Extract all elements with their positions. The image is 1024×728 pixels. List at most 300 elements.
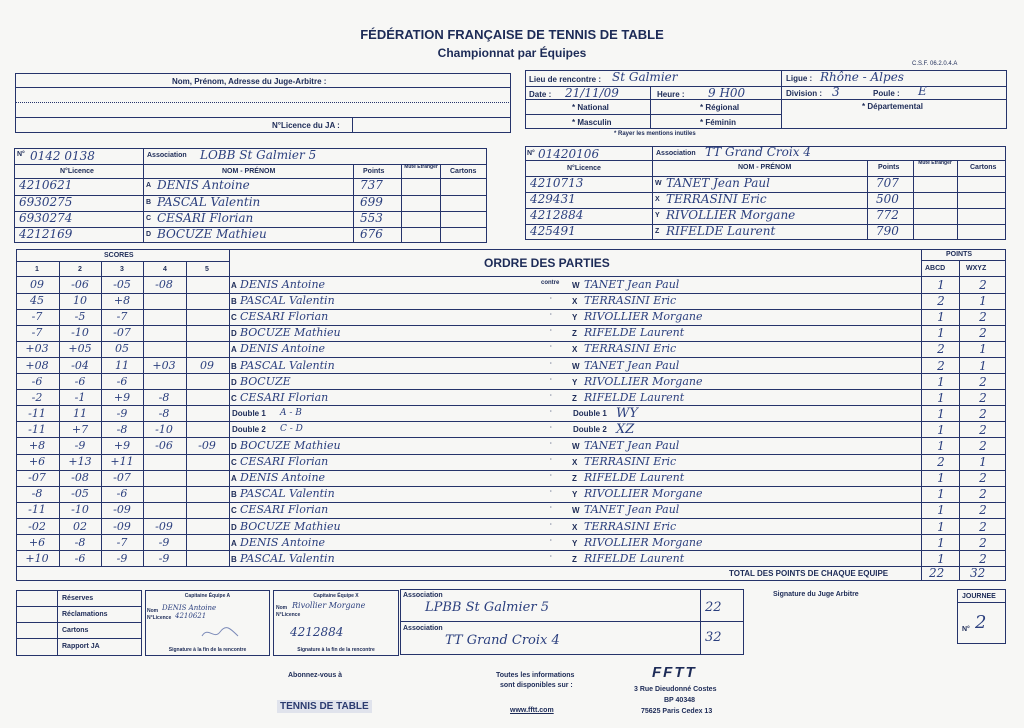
set-score xyxy=(186,309,228,325)
contre-dot: · xyxy=(550,424,552,431)
points-team-x: 2 xyxy=(979,471,987,486)
points-wxyz-header: WXYZ xyxy=(966,265,987,272)
set-score: +8 xyxy=(28,439,46,452)
contre-dot: · xyxy=(550,360,552,367)
meeting-date-value: 21/11/09 xyxy=(565,86,619,100)
match-row xyxy=(16,422,1006,438)
points-team-a: 1 xyxy=(937,390,945,405)
match-row xyxy=(16,358,1006,374)
signature-a-icon xyxy=(200,624,240,642)
contre-label: contre xyxy=(541,280,560,286)
contre-dot: · xyxy=(550,457,552,464)
set-score xyxy=(186,341,228,357)
match-row xyxy=(16,486,1006,502)
set-score: 05 xyxy=(115,342,129,356)
player-x-name: TANET Jean Paul xyxy=(584,358,680,372)
team-x-licence: 4212884 xyxy=(530,208,584,222)
team-a-no-label: N° xyxy=(17,151,25,158)
set-score xyxy=(143,470,185,486)
player-x-name: TERRASINI Eric xyxy=(584,455,677,469)
points-team-a: 1 xyxy=(937,503,945,518)
team-a-licence: 6930275 xyxy=(19,195,73,209)
player-x-letter: Z xyxy=(572,554,577,564)
points-team-a: 1 xyxy=(937,551,945,566)
team-x-name: TERRASINI Eric xyxy=(666,192,767,206)
captain-a-title: Capitaine Équipe A xyxy=(184,593,231,599)
points-team-a: 1 xyxy=(937,439,945,453)
player-a-name: DENIS Antoine xyxy=(240,471,326,485)
team-a-col-foreign: Muté Etranger xyxy=(404,164,438,170)
match-row xyxy=(16,551,1006,567)
set-score: -8 xyxy=(158,406,170,420)
player-x-letter: X xyxy=(572,297,578,307)
points-team-x: 2 xyxy=(979,374,987,389)
player-a-name: BOCUZE Mathieu xyxy=(240,326,341,340)
assoc-a-value: LPBB St Galmier 5 xyxy=(425,600,549,615)
player-x-letter: X xyxy=(572,522,578,532)
magazine-logo: TENNIS DE TABLE xyxy=(277,700,372,713)
team-a-letter: A xyxy=(146,182,152,189)
player-x-name: RIVOLLIER Morgane xyxy=(584,535,703,549)
player-x-letter: X xyxy=(572,345,578,355)
set-score: -07 xyxy=(113,471,131,485)
contre-dot: · xyxy=(550,296,552,303)
contre-dot: · xyxy=(550,441,552,447)
meeting-national: * National xyxy=(572,103,609,112)
set-score xyxy=(186,406,228,422)
fftt-url-link[interactable]: www.fftt.com xyxy=(510,707,554,714)
set-score: -04 xyxy=(71,358,89,372)
set-score: +03 xyxy=(25,342,49,356)
player-x-letter: Z xyxy=(572,329,577,339)
team-x-licence: 4210713 xyxy=(530,176,584,190)
set-score xyxy=(186,454,228,470)
player-x-letter: W xyxy=(572,442,580,451)
team-x-no-value: 01420106 xyxy=(538,147,600,161)
meeting-time-label: Heure : xyxy=(657,90,685,99)
player-a-letter: B xyxy=(231,554,237,564)
set-score: -05 xyxy=(71,487,89,501)
points-team-x: 2 xyxy=(979,439,987,453)
team-x-col-points: Points xyxy=(878,164,900,171)
set-score: 11 xyxy=(73,406,87,420)
journee-label: JOURNEE xyxy=(962,593,996,600)
totals-label: TOTAL DES POINTS DE CHAQUE EQUIPE xyxy=(729,569,889,578)
player-x-name: TERRASINI Eric xyxy=(584,294,677,308)
player-a-letter: A xyxy=(231,474,237,484)
totals-team-a: 22 xyxy=(929,566,945,580)
player-x-name: RIVOLLIER Morgane xyxy=(584,374,703,388)
player-x-name: RIFELDE Laurent xyxy=(584,471,685,485)
team-a-licence: 4210621 xyxy=(19,178,73,192)
team-a-points: 553 xyxy=(360,211,383,225)
set-2-header: 2 xyxy=(78,266,82,273)
set-score xyxy=(186,325,228,341)
set-score xyxy=(186,486,228,502)
points-team-x: 1 xyxy=(979,455,987,470)
match-row xyxy=(16,374,1006,390)
match-row xyxy=(16,309,1006,325)
team-a-licence: 6930274 xyxy=(19,211,73,225)
set-score: +8 xyxy=(113,294,131,308)
player-a-letter: D xyxy=(231,522,237,532)
player-a-letter: B xyxy=(231,297,237,307)
meeting-division-label: Division : xyxy=(786,89,823,98)
points-team-a: 2 xyxy=(937,455,945,470)
set-score xyxy=(143,454,185,470)
team-x-letter: Z xyxy=(655,228,660,235)
order-header: ORDRE DES PARTIES xyxy=(484,256,610,270)
team-x-col-foreign: Muté Etranger xyxy=(918,160,952,166)
team-x-col-licence: N°Licence xyxy=(567,165,601,172)
contre-dot: · xyxy=(550,537,552,544)
points-team-x: 1 xyxy=(979,358,987,373)
player-x-name: TANET Jean Paul xyxy=(584,503,680,517)
team-a-no-value: 0142 0138 xyxy=(30,149,95,163)
player-a-letter: A xyxy=(231,281,237,290)
captain-a-nom-label: Nom xyxy=(147,608,159,614)
double-a-label: Double 1 xyxy=(232,408,266,418)
match-row xyxy=(16,277,1006,293)
set-score: -08 xyxy=(71,471,89,485)
set-score: -11 xyxy=(28,503,46,517)
team-x-letter: Y xyxy=(655,212,660,219)
player-a-letter: A xyxy=(231,538,237,548)
set-score: 02 xyxy=(73,519,87,533)
set-score: -07 xyxy=(113,326,131,340)
set-score: +11 xyxy=(110,455,134,469)
team-a-name: CESARI Florian xyxy=(157,211,254,225)
player-a-name: PASCAL Valentin xyxy=(240,294,335,308)
set-score: +03 xyxy=(152,358,176,372)
set-score: -5 xyxy=(74,310,86,324)
player-a-name: DENIS Antoine xyxy=(240,535,326,549)
contre-dot: · xyxy=(550,392,552,399)
assoc-x-value: TT Grand Croix 4 xyxy=(445,633,560,648)
team-a-letter: C xyxy=(146,215,152,222)
player-x-name: RIFELDE Laurent xyxy=(584,390,685,404)
player-x-letter: W xyxy=(572,506,580,516)
reclamations-label: Réclamations xyxy=(62,611,108,618)
points-team-a: 1 xyxy=(937,471,945,486)
player-x-letter: Z xyxy=(572,474,577,484)
match-row xyxy=(16,406,1006,422)
team-a-name: PASCAL Valentin xyxy=(157,195,261,209)
set-score xyxy=(186,374,228,390)
match-row xyxy=(16,390,1006,406)
player-x-letter: Z xyxy=(572,393,577,403)
points-team-x: 2 xyxy=(979,406,987,421)
set-score xyxy=(186,390,228,406)
points-team-x: 1 xyxy=(979,294,987,309)
team-a-points: 699 xyxy=(360,195,383,209)
player-a-letter: B xyxy=(231,361,237,371)
team-x-letter: X xyxy=(655,196,660,203)
meeting-note: * Rayer les mentions inutiles xyxy=(614,131,696,137)
ja-signature-label: Signature du Juge Arbitre xyxy=(773,591,859,598)
player-x-name: RIVOLLIER Morgane xyxy=(584,487,703,501)
captain-x-title: Capitaine Équipe X xyxy=(313,593,359,599)
set-score xyxy=(186,519,228,535)
set-score: +08 xyxy=(25,358,49,372)
set-score: +6 xyxy=(28,535,46,549)
points-team-a: 1 xyxy=(937,487,945,502)
points-team-x: 2 xyxy=(979,487,987,502)
set-score xyxy=(186,551,228,567)
points-team-a: 1 xyxy=(937,422,945,437)
meeting-division-value: 3 xyxy=(832,85,840,99)
player-a-name: BOCUZE Mathieu xyxy=(240,519,341,533)
team-x-col-name: NOM - PRÉNOM xyxy=(738,164,792,171)
points-team-x: 2 xyxy=(979,310,987,325)
set-score: -9 xyxy=(116,406,128,420)
double-x-pair: WY xyxy=(616,405,638,421)
set-score xyxy=(186,470,228,486)
captain-a-sig-label: Signature à la fin de la rencontre xyxy=(168,647,247,653)
points-team-x: 1 xyxy=(979,342,987,357)
set-score: -8 xyxy=(74,535,86,549)
team-x-name: TANET Jean Paul xyxy=(666,176,770,190)
journee-no-label: N° xyxy=(962,626,970,633)
set-score: -9 xyxy=(158,551,170,565)
points-team-a: 1 xyxy=(937,374,945,389)
set-score: +7 xyxy=(71,422,89,436)
points-team-x: 2 xyxy=(979,390,987,405)
double-x-label: Double 2 xyxy=(573,424,607,434)
meeting-pool-value: E xyxy=(918,84,927,98)
set-score: +10 xyxy=(25,551,49,565)
form-code: C.S.F. 06.2.0.4.A xyxy=(912,61,958,67)
assoc-x-points: 32 xyxy=(705,630,722,645)
player-a-letter: C xyxy=(231,506,237,516)
team-x-no-label: N° xyxy=(527,150,535,157)
team-x-name: RIVOLLIER Morgane xyxy=(666,208,796,222)
team-x-col-cards: Cartons xyxy=(970,164,997,171)
meeting-masculin: * Masculin xyxy=(572,118,612,127)
player-a-letter: D xyxy=(231,377,237,387)
address-line-3: 75625 Paris Cedex 13 xyxy=(641,708,713,715)
set-score: -9 xyxy=(158,535,170,549)
set-score: -07 xyxy=(28,471,46,485)
double-a-label: Double 2 xyxy=(232,424,266,434)
meeting-date-label: Date : xyxy=(529,90,552,99)
set-score: -10 xyxy=(155,422,173,436)
meeting-time-value: 9 H00 xyxy=(708,86,746,100)
set-score: 10 xyxy=(73,294,87,308)
player-a-name: PASCAL Valentin xyxy=(240,487,335,501)
points-team-x: 2 xyxy=(979,519,987,534)
points-header: POINTS xyxy=(946,251,973,258)
player-a-name: PASCAL Valentin xyxy=(240,551,335,565)
set-score: -11 xyxy=(28,422,46,436)
player-a-letter: A xyxy=(231,345,237,355)
captain-x-licence-label: N°Licence xyxy=(276,612,301,618)
scores-header: SCORES xyxy=(104,252,134,259)
player-a-name: CESARI Florian xyxy=(240,310,329,324)
player-x-name: TANET Jean Paul xyxy=(584,278,680,291)
set-score: -09 xyxy=(198,439,216,452)
contre-dot: · xyxy=(550,521,552,528)
player-x-name: RIFELDE Laurent xyxy=(584,551,685,565)
player-a-name: DENIS Antoine xyxy=(240,342,326,356)
team-a-name: DENIS Antoine xyxy=(157,178,250,192)
set-score xyxy=(143,341,185,357)
set-score: -09 xyxy=(155,519,173,533)
captain-x-sig-label: Signature à la fin de la rencontre xyxy=(297,647,375,653)
referee-name-label: Nom, Prénom, Adresse du Juge-Arbitre : xyxy=(172,77,327,86)
set-score: -11 xyxy=(28,406,46,420)
player-a-name: CESARI Florian xyxy=(240,503,329,517)
set-3-header: 3 xyxy=(120,266,124,273)
info-label-2: sont disponibles sur : xyxy=(500,682,573,689)
set-4-header: 4 xyxy=(163,266,167,273)
set-score: -09 xyxy=(113,503,131,517)
meeting-departemental: * Départemental xyxy=(862,102,923,111)
meeting-feminin: * Féminin xyxy=(700,118,737,127)
player-a-letter: C xyxy=(231,313,237,323)
reserves-label: Réserves xyxy=(62,595,94,602)
set-score: -10 xyxy=(71,326,89,340)
set-score: -08 xyxy=(155,278,173,291)
player-a-name: CESARI Florian xyxy=(240,455,329,469)
team-x-assoc-value: TT Grand Croix 4 xyxy=(705,145,811,159)
player-a-name: CESARI Florian xyxy=(240,390,329,404)
team-x-name: RIFELDE Laurent xyxy=(666,224,776,238)
set-score: -06 xyxy=(155,439,173,452)
set-score: 45 xyxy=(30,294,44,308)
set-1-header: 1 xyxy=(35,266,39,273)
double-x-pair: XZ xyxy=(616,421,635,437)
fftt-logo: FFTT xyxy=(652,664,697,681)
points-team-a: 1 xyxy=(937,535,945,550)
points-team-a: 1 xyxy=(937,406,945,421)
set-score xyxy=(143,486,185,502)
page-title: FÉDÉRATION FRANÇAISE DE TENNIS DE TABLE xyxy=(360,27,664,42)
captain-a-licence: 4210621 xyxy=(175,612,207,620)
player-a-letter: D xyxy=(231,442,237,451)
meeting-regional: * Régional xyxy=(700,103,740,112)
team-x-points: 500 xyxy=(876,192,899,206)
set-score: 11 xyxy=(115,358,129,372)
player-x-name: TERRASINI Eric xyxy=(584,519,677,533)
set-score: +9 xyxy=(113,439,131,452)
points-team-x: 2 xyxy=(979,278,987,292)
match-row xyxy=(16,325,1006,341)
player-a-name: PASCAL Valentin xyxy=(240,358,335,372)
player-a-name: BOCUZE xyxy=(240,374,291,388)
team-a-assoc-label: Association xyxy=(147,152,187,159)
journee-value: 2 xyxy=(975,612,987,633)
set-score: -6 xyxy=(116,374,128,388)
player-x-letter: W xyxy=(572,281,580,290)
double-x-label: Double 1 xyxy=(573,408,607,418)
set-score: +13 xyxy=(68,455,92,469)
set-score: -8 xyxy=(158,390,170,404)
set-score: -8 xyxy=(116,422,128,436)
set-score: -7 xyxy=(31,310,43,324)
player-a-letter: C xyxy=(231,458,237,468)
set-score: -6 xyxy=(31,374,43,388)
player-x-letter: Y xyxy=(572,538,578,548)
points-team-a: 1 xyxy=(937,310,945,325)
player-x-name: TERRASINI Eric xyxy=(584,342,677,356)
match-row xyxy=(16,293,1006,309)
set-score xyxy=(186,422,228,438)
address-line-2: BP 40348 xyxy=(664,697,696,704)
points-team-a: 2 xyxy=(937,358,945,373)
set-score: -06 xyxy=(71,278,89,291)
captain-x-name: Rivollier Morgane xyxy=(292,601,366,610)
player-x-letter: Y xyxy=(572,313,578,323)
set-score: -7 xyxy=(31,326,43,340)
match-row xyxy=(16,535,1006,551)
set-5-header: 5 xyxy=(205,266,209,273)
contre-dot: · xyxy=(550,505,552,512)
set-score: -7 xyxy=(116,310,128,324)
team-a-col-licence: N°Licence xyxy=(60,168,94,175)
player-x-letter: Y xyxy=(572,377,578,387)
set-score xyxy=(186,293,228,309)
set-score: -09 xyxy=(113,519,131,533)
match-row xyxy=(16,502,1006,518)
match-row xyxy=(16,438,1006,454)
captain-x-nom-label: Nom xyxy=(276,605,288,611)
set-score: -05 xyxy=(113,278,131,291)
team-a-points: 737 xyxy=(360,178,383,192)
set-score: +05 xyxy=(68,342,92,356)
contre-dot: · xyxy=(550,489,552,496)
team-x-points: 707 xyxy=(876,176,899,190)
points-team-a: 2 xyxy=(937,342,945,357)
player-a-letter: C xyxy=(231,393,237,403)
captain-a-name: DENIS Antoine xyxy=(162,604,217,612)
player-a-name: BOCUZE Mathieu xyxy=(240,439,341,452)
points-team-x: 2 xyxy=(979,422,987,437)
set-score xyxy=(186,535,228,551)
totals-team-x: 32 xyxy=(970,566,986,580)
points-abcd-header: ABCD xyxy=(925,265,946,272)
set-score: -6 xyxy=(74,551,86,565)
set-score xyxy=(143,309,185,325)
team-a-letter: D xyxy=(146,231,152,238)
player-x-name: RIVOLLIER Morgane xyxy=(584,310,703,324)
player-x-name: TANET Jean Paul xyxy=(584,439,680,452)
team-a-assoc-value: LOBB St Galmier 5 xyxy=(200,148,317,162)
assoc-a-points: 22 xyxy=(705,600,722,615)
player-x-letter: W xyxy=(572,361,580,371)
points-team-x: 2 xyxy=(979,326,987,341)
team-a-letter: B xyxy=(146,199,152,206)
contre-dot: · xyxy=(550,553,552,560)
team-x-points: 772 xyxy=(876,208,899,222)
double-a-pair: A - B xyxy=(280,407,302,418)
points-team-x: 2 xyxy=(979,503,987,518)
player-a-letter: D xyxy=(231,329,237,339)
contre-dot: · xyxy=(550,344,552,351)
abonnez-label: Abonnez-vous à xyxy=(288,672,343,679)
assoc-x-label: Association xyxy=(403,625,443,632)
match-row xyxy=(16,519,1006,535)
set-score: 09 xyxy=(30,278,44,291)
set-score: -7 xyxy=(116,535,128,549)
set-score: +6 xyxy=(28,455,46,469)
team-a-col-name: NOM - PRÉNOM xyxy=(222,168,276,175)
player-a-letter: B xyxy=(231,490,237,500)
contre-dot: · xyxy=(550,312,552,319)
set-score: -9 xyxy=(116,551,128,565)
points-team-a: 1 xyxy=(937,326,945,341)
player-a-name: DENIS Antoine xyxy=(240,278,326,291)
